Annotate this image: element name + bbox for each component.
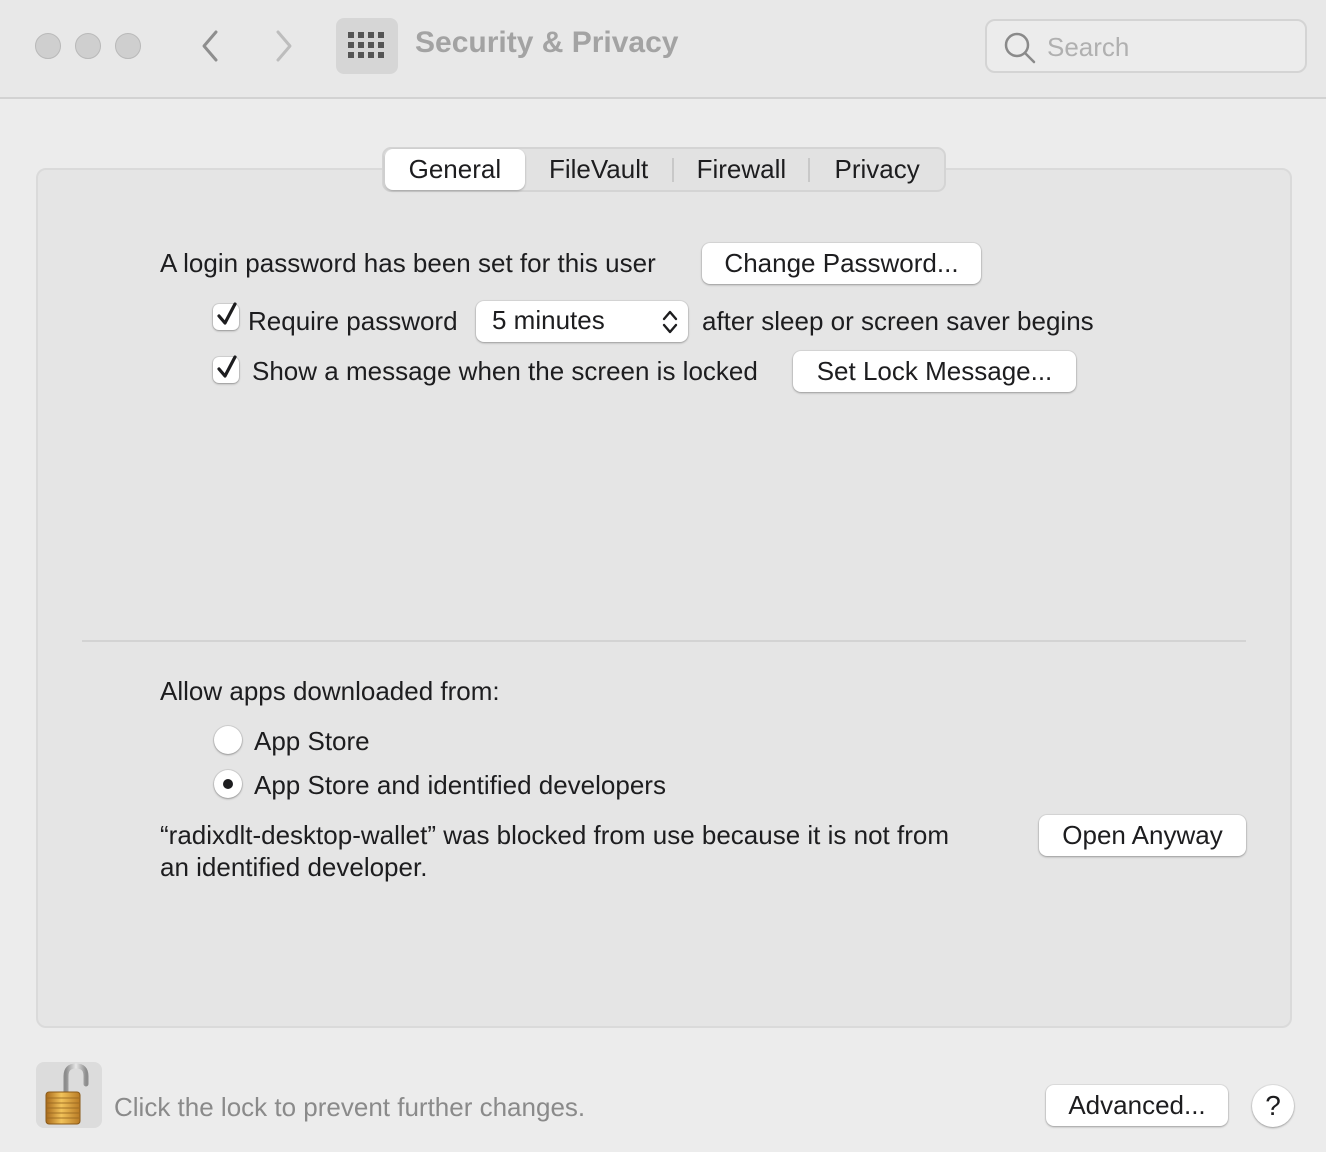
toolbar [0, 0, 1326, 99]
open-anyway-button[interactable]: Open Anyway [1039, 815, 1246, 856]
up-down-arrows-icon [662, 309, 678, 335]
show-lock-message-checkbox[interactable] [213, 357, 239, 383]
tab-content-panel [36, 168, 1292, 1028]
require-password-delay-select[interactable] [476, 301, 688, 342]
blocked-app-message-line1: “radixdlt-desktop-wallet” was blocked from use because it is not from [160, 820, 949, 850]
tab-general[interactable]: General [385, 149, 525, 190]
help-button[interactable] [1252, 1085, 1294, 1127]
tab-privacy[interactable]: Privacy [834, 154, 920, 184]
change-password-button[interactable]: Change Password... [702, 243, 981, 284]
require-password-label: Require password [248, 306, 458, 336]
require-password-suffix: after sleep or screen saver begins [702, 306, 1094, 336]
login-password-text: A login password has been set for this user [160, 248, 656, 278]
show-lock-message-label: Show a message when the screen is locked [252, 356, 758, 386]
chevron-left-icon [200, 29, 220, 63]
show-all-button[interactable] [336, 18, 398, 74]
chevron-right-icon [274, 29, 294, 63]
advanced-button[interactable]: Advanced... [1046, 1085, 1228, 1126]
tab-bar [382, 147, 946, 192]
forward-button[interactable] [269, 26, 299, 66]
back-button[interactable] [195, 26, 225, 66]
require-password-checkbox[interactable] [213, 304, 239, 330]
require-password-delay-value: 5 minutes [492, 305, 605, 335]
grid-icon [348, 32, 386, 60]
search-icon [1003, 31, 1037, 65]
allow-apps-heading: Allow apps downloaded from: [160, 676, 500, 706]
zoom-window-button[interactable] [115, 33, 141, 59]
tab-firewall[interactable]: Firewall [696, 154, 787, 184]
close-window-button[interactable] [35, 33, 61, 59]
checkmark-icon [216, 301, 238, 327]
radio-app-store-identified-developers[interactable] [214, 770, 242, 798]
search-field[interactable] [985, 19, 1307, 73]
unlocked-padlock-icon [36, 1062, 102, 1128]
lock-hint-text: Click the lock to prevent further changes. [114, 1092, 586, 1122]
tab-filevault[interactable]: FileVault [549, 154, 649, 184]
checkmark-icon [216, 354, 238, 380]
radio-app-store-identified-developers-label: App Store and identified developers [254, 770, 666, 800]
search-input[interactable] [1047, 31, 1287, 63]
lock-button[interactable] [36, 1062, 102, 1128]
minimize-window-button[interactable] [75, 33, 101, 59]
help-question-mark: ? [1265, 1090, 1281, 1121]
radio-app-store[interactable] [214, 726, 242, 754]
window-title: Security & Privacy [415, 26, 679, 59]
set-lock-message-button[interactable]: Set Lock Message... [793, 351, 1076, 392]
radio-selected-dot [223, 779, 233, 789]
section-divider [82, 640, 1246, 642]
radio-app-store-label: App Store [254, 726, 370, 756]
blocked-app-message-line2: an identified developer. [160, 852, 428, 882]
